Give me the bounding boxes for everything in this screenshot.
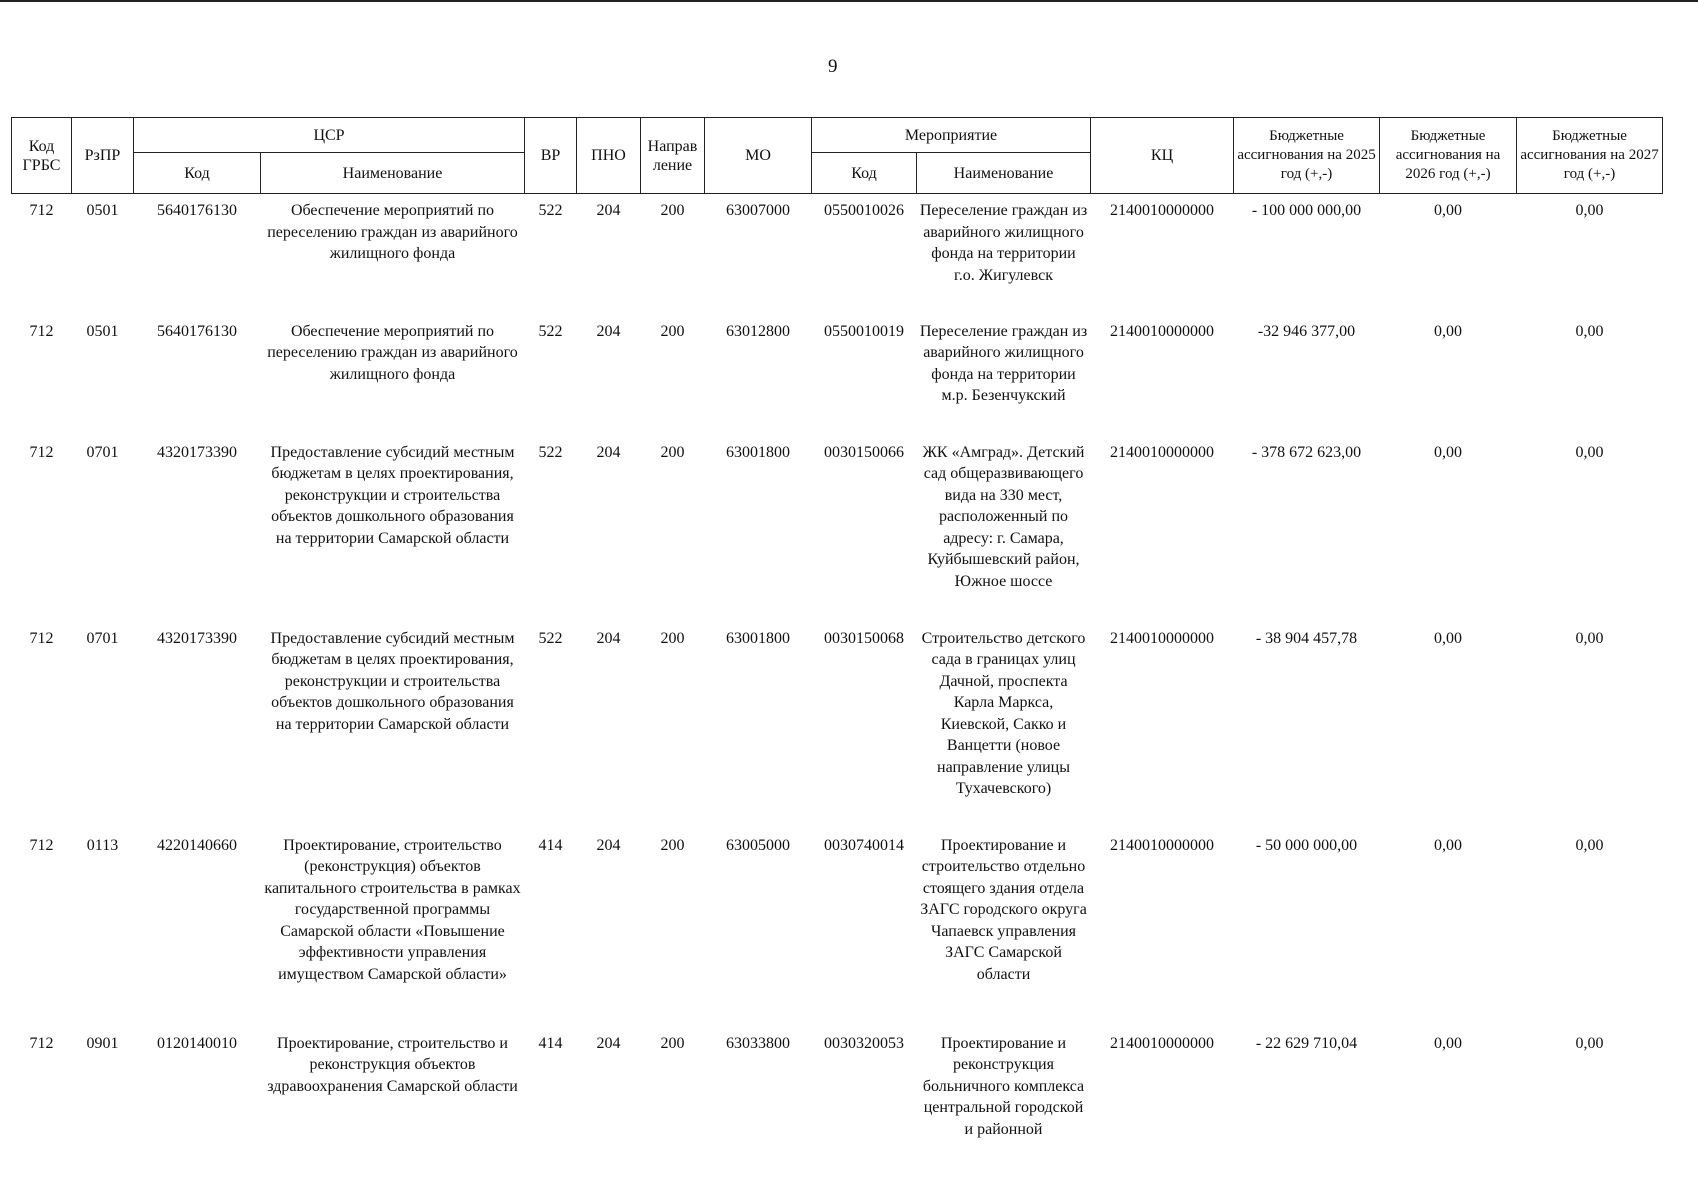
cell-vr: 522 bbox=[538, 443, 563, 461]
cell-rzpr: 0901 bbox=[86, 1034, 119, 1052]
table-row bbox=[12, 436, 1663, 622]
cell-grbs: 712 bbox=[29, 629, 54, 647]
header-mer-kod: Код bbox=[812, 153, 917, 194]
table-row bbox=[12, 829, 1663, 1027]
cell-mer-name: Переселение граждан из аварийного жилищного фонда на территории м.р. Безенчукский bbox=[919, 322, 1088, 404]
cell-mer-kod: 0030150066 bbox=[824, 443, 904, 461]
cell-grbs: 712 bbox=[29, 202, 54, 219]
cell-rzpr: 0501 bbox=[86, 322, 119, 340]
cell-vr: 414 bbox=[538, 836, 563, 854]
cell-csr-kod: 4220140660 bbox=[157, 836, 237, 854]
cell-napr: 200 bbox=[660, 322, 685, 340]
cell-csr-kod: 5640176130 bbox=[157, 322, 237, 340]
cell-budget-2026: 0,00 bbox=[1434, 202, 1463, 219]
cell-budget-2026: 0,00 bbox=[1434, 836, 1463, 854]
cell-budget-2027: 0,00 bbox=[1575, 322, 1604, 340]
header-meropriyatie: Мероприятие bbox=[812, 118, 1091, 153]
top-border-line bbox=[0, 0, 1698, 2]
header-budget-2027: Бюджетные ассигнования на 2027 год (+,-) bbox=[1517, 118, 1663, 194]
cell-mer-kod: 0550010026 bbox=[824, 202, 904, 219]
cell-budget-2025: - 38 904 457,78 bbox=[1255, 629, 1358, 647]
cell-budget-2027: 0,00 bbox=[1575, 1034, 1604, 1052]
cell-csr-name: Проектирование, строительство (реконструкция) объектов капитального строительства в рамках государственной программы Самарской области «Повышение эффективности управления имуществом Самарской области» bbox=[264, 836, 521, 983]
cell-grbs: 712 bbox=[29, 836, 54, 854]
cell-pno: 204 bbox=[596, 1034, 621, 1052]
cell-csr-kod: 4320173390 bbox=[157, 443, 237, 461]
header-csr-kod: Код bbox=[134, 153, 261, 194]
cell-budget-2027: 0,00 bbox=[1575, 202, 1604, 219]
cell-mer-name: Проектирование и реконструкция больничного комплекса центральной городской и районной bbox=[922, 1034, 1085, 1138]
header-budget-2026: Бюджетные ассигнования на 2026 год (+,-) bbox=[1380, 118, 1517, 194]
cell-budget-2027: 0,00 bbox=[1575, 836, 1604, 854]
header-csr-name: Наименование bbox=[261, 153, 525, 194]
page-number: 9 bbox=[828, 56, 838, 77]
cell-kc: 2140010000000 bbox=[1110, 629, 1215, 647]
header-vr: ВР bbox=[525, 118, 577, 194]
cell-grbs: 712 bbox=[29, 322, 54, 340]
cell-rzpr: 0701 bbox=[86, 629, 119, 647]
cell-mo: 63005000 bbox=[726, 836, 790, 854]
cell-mer-kod: 0030150068 bbox=[824, 629, 904, 647]
cell-budget-2025: - 50 000 000,00 bbox=[1255, 836, 1358, 854]
cell-napr: 200 bbox=[660, 836, 685, 854]
cell-rzpr: 0701 bbox=[86, 443, 119, 461]
cell-mo: 63033800 bbox=[726, 1034, 790, 1052]
cell-vr: 414 bbox=[538, 1034, 563, 1052]
header-rzpr: РзПР bbox=[72, 118, 134, 194]
cell-csr-kod: 0120140010 bbox=[157, 1034, 237, 1052]
cell-mo: 63007000 bbox=[726, 202, 790, 219]
cell-vr: 522 bbox=[538, 322, 563, 340]
table-row bbox=[12, 194, 1663, 315]
cell-pno: 204 bbox=[596, 202, 621, 219]
cell-vr: 522 bbox=[538, 202, 563, 219]
cell-mer-name: Переселение граждан из аварийного жилищного фонда на территории г.о. Жигулевск bbox=[919, 202, 1088, 284]
cell-napr: 200 bbox=[660, 443, 685, 461]
cell-napr: 200 bbox=[660, 202, 685, 219]
cell-budget-2025: -32 946 377,00 bbox=[1257, 322, 1356, 340]
cell-budget-2025: - 22 629 710,04 bbox=[1255, 1034, 1358, 1052]
cell-kc: 2140010000000 bbox=[1110, 1034, 1215, 1052]
cell-mer-kod: 0030320053 bbox=[824, 1034, 904, 1052]
cell-pno: 204 bbox=[596, 836, 621, 854]
cell-budget-2026: 0,00 bbox=[1434, 1034, 1463, 1052]
cell-napr: 200 bbox=[660, 629, 685, 647]
cell-mer-name: ЖК «Амград». Детский сад общеразвивающего вида на 330 мест, расположенный по адресу: г. Самара, Куйбышевский район, Южное шоссе bbox=[922, 443, 1085, 590]
cell-mer-name: Проектирование и строительство отдельно стоящего здания отдела ЗАГС городского округа Чапаевск управления ЗАГС Самарской области bbox=[920, 836, 1087, 983]
cell-csr-name: Обеспечение мероприятий по переселению граждан из аварийного жилищного фонда bbox=[267, 322, 518, 383]
cell-rzpr: 0113 bbox=[86, 836, 119, 854]
cell-budget-2027: 0,00 bbox=[1575, 443, 1604, 461]
cell-csr-name: Обеспечение мероприятий по переселению граждан из аварийного жилищного фонда bbox=[267, 202, 518, 262]
cell-mer-name: Строительство детского сада в границах улиц Дачной, проспекта Карла Маркса, Киевской, Сакко и Ванцетти (новое направление улицы Тухачевского) bbox=[921, 629, 1086, 797]
cell-rzpr: 0501 bbox=[86, 202, 119, 219]
cell-csr-name: Предоставление субсидий местным бюджетам в целях проектирования, реконструкции и строительства объектов дошкольного образования на территории Самарской области bbox=[270, 629, 515, 733]
cell-mer-kod: 0550010019 bbox=[824, 322, 904, 340]
header-kod-grbs: Код ГРБС bbox=[12, 118, 72, 194]
cell-vr: 522 bbox=[538, 629, 563, 647]
cell-napr: 200 bbox=[660, 1034, 685, 1052]
budget-allocation-table bbox=[11, 117, 1663, 1167]
cell-budget-2026: 0,00 bbox=[1434, 322, 1463, 340]
cell-pno: 204 bbox=[596, 629, 621, 647]
header-pno: ПНО bbox=[577, 118, 641, 194]
cell-mer-kod: 0030740014 bbox=[824, 836, 904, 854]
cell-budget-2026: 0,00 bbox=[1434, 629, 1463, 647]
header-csr: ЦСР bbox=[134, 118, 525, 153]
cell-pno: 204 bbox=[596, 443, 621, 461]
header-napravlenie: Направ ление bbox=[641, 118, 705, 194]
cell-csr-kod: 5640176130 bbox=[157, 202, 237, 219]
cell-mo: 63001800 bbox=[726, 443, 790, 461]
table-header bbox=[12, 118, 1663, 194]
table-row bbox=[12, 315, 1663, 436]
cell-mo: 63012800 bbox=[726, 322, 790, 340]
cell-budget-2025: - 100 000 000,00 bbox=[1251, 202, 1362, 219]
cell-mo: 63001800 bbox=[726, 629, 790, 647]
cell-budget-2027: 0,00 bbox=[1575, 629, 1604, 647]
cell-csr-name: Предоставление субсидий местным бюджетам в целях проектирования, реконструкции и строительства объектов дошкольного образования на территории Самарской области bbox=[270, 443, 515, 547]
cell-kc: 2140010000000 bbox=[1110, 836, 1215, 854]
cell-csr-name: Проектирование, строительство и реконструкция объектов здравоохранения Самарской области bbox=[267, 1034, 518, 1095]
header-kc: КЦ bbox=[1091, 118, 1234, 194]
cell-kc: 2140010000000 bbox=[1110, 202, 1215, 219]
header-mer-name: Наименование bbox=[917, 153, 1091, 194]
header-budget-2025: Бюджетные ассигнования на 2025 год (+,-) bbox=[1234, 118, 1380, 194]
cell-budget-2025: - 378 672 623,00 bbox=[1251, 443, 1362, 461]
cell-grbs: 712 bbox=[29, 1034, 54, 1052]
cell-kc: 2140010000000 bbox=[1110, 443, 1215, 461]
cell-budget-2026: 0,00 bbox=[1434, 443, 1463, 461]
table-row bbox=[12, 1027, 1663, 1167]
cell-kc: 2140010000000 bbox=[1110, 322, 1215, 340]
cell-grbs: 712 bbox=[29, 443, 54, 461]
header-mo: МО bbox=[705, 118, 812, 194]
table-body bbox=[12, 194, 1663, 1167]
cell-pno: 204 bbox=[596, 322, 621, 340]
table-row bbox=[12, 622, 1663, 829]
cell-csr-kod: 4320173390 bbox=[157, 629, 237, 647]
